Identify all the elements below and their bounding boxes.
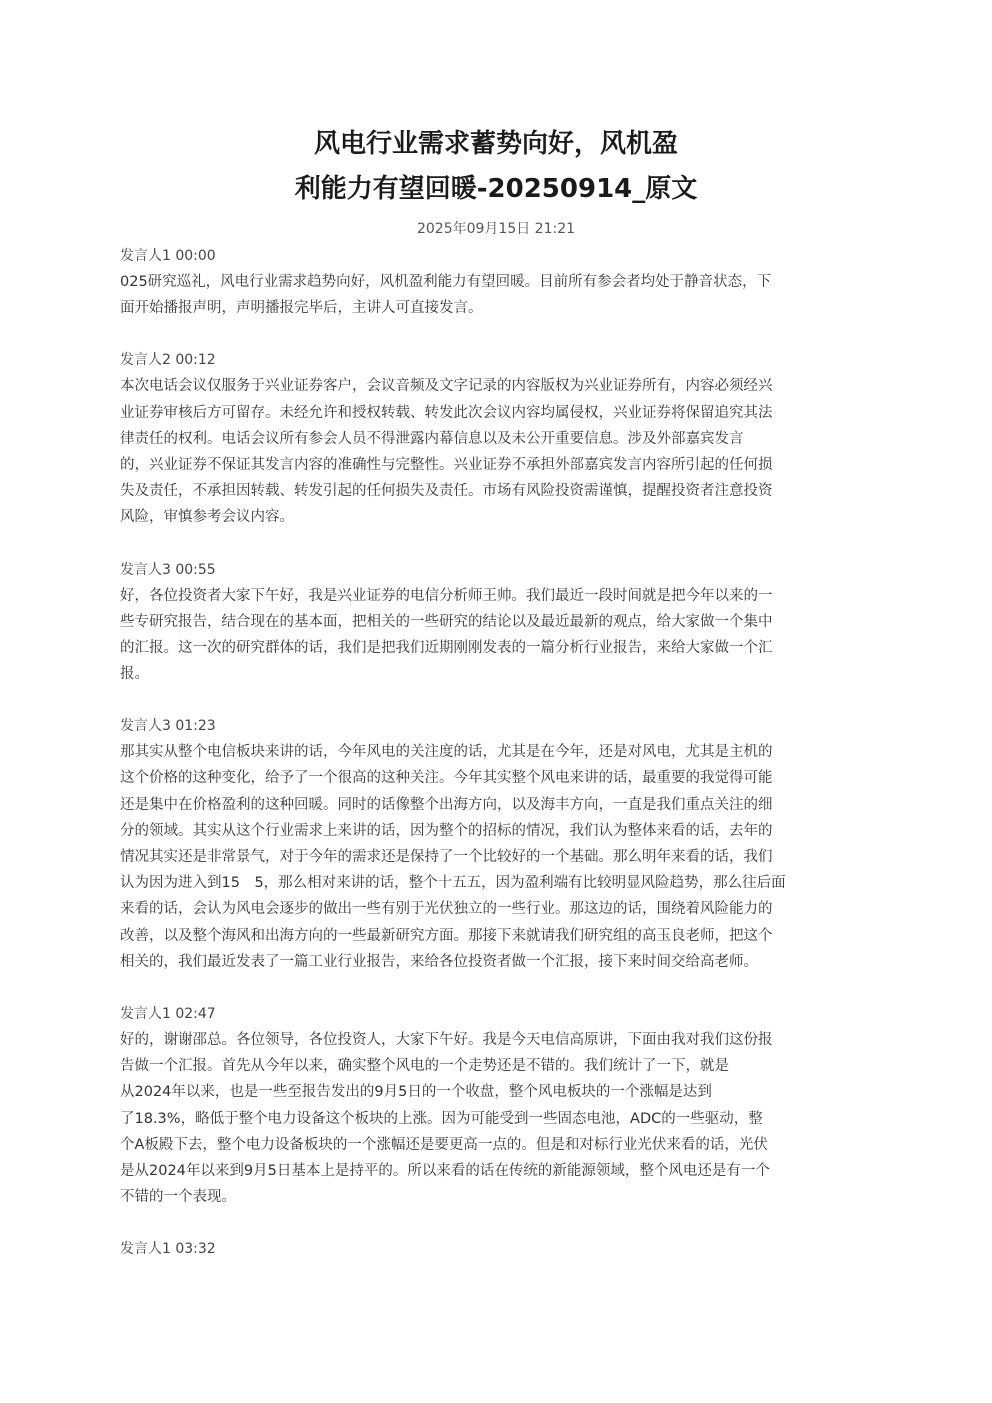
transcript-line: 好的，谢谢邵总。各位领导，各位投资人，大家下午好。我是今天电信高原讲，下面由我对我们这份报 (120, 1031, 773, 1048)
title-line-1: 风电行业需求蓄势向好，风机盈 (313, 129, 678, 159)
speaker-label: 发言人1 02:47 (120, 1005, 216, 1022)
transcript-line: 面开始播报声明，声明播报完毕后，主讲人可直接发言。 (120, 300, 483, 317)
document-date: 2025年09月15日 21:21 (416, 221, 576, 237)
transcript-block (120, 557, 872, 688)
transcript-line: 告做一个汇报。首先从今年以来，确实整个风电的一个走势还是不错的。我们统计了一下，就是 (120, 1058, 729, 1075)
transcript-line: 是从2024年以来到9月5日基本上是持平的。所以来看的话在传统的新能源领域，整个风电还是有一个 (120, 1162, 770, 1179)
transcript-line: 不错的一个表现。 (120, 1189, 236, 1206)
transcript-line: 的汇报。这一次的研究群体的话，我们是把我们近期刚刚发表的一篇分析行业报告，来给大家做一个汇 (120, 639, 773, 656)
transcript-line: 好，各位投资者大家下午好，我是兴业证券的电信分析师王帅。我们最近一段时间就是把今年以来的一 (120, 587, 773, 604)
transcript-line: 分的领域。其实从这个行业需求上来讲的话，因为整个的招标的情况，我们认为整体来看的话，去年的 (120, 822, 773, 839)
transcript-block (120, 713, 872, 975)
speaker-label: 发言人1 03:32 (120, 1241, 216, 1258)
transcript-line: 报。 (120, 666, 149, 683)
transcript-line: 改善，以及整个海风和出海方向的一些最新研究方面。那接下来就请我们研究组的高玉良老师，把这个 (120, 927, 773, 944)
transcript-line: 认为因为进入到15 5，那么相对来讲的话，整个十五五，因为盈利端有比较明显风险趋势，那么往后面 (120, 875, 786, 892)
transcript-line: 这个价格的这种变化，给予了一个很高的这种关注。今年其实整个风电来讲的话，最重要的我觉得可能 (120, 770, 773, 787)
speaker-label: 发言人1 00:00 (120, 248, 216, 264)
transcript-line: 了18.3%，略低于整个电力设备这个板块的上涨。因为可能受到一些固态电池，ADC的一些驱动，整 (120, 1110, 763, 1127)
transcript-line: 还是集中在价格盈利的这种回暖。同时的话像整个出海方向，以及海丰方向，一直是我们重点关注的细 (120, 796, 773, 813)
transcript-line: 风险，审慎参考会议内容。 (120, 509, 294, 526)
transcript-content (120, 243, 872, 1288)
document-title (0, 122, 992, 212)
speaker-label: 发言人3 01:23 (120, 718, 216, 735)
transcript-line: 业证券审核后方可留存。未经允许和授权转载、转发此次会议内容均属侵权，兴业证券将保留追究其法 (120, 404, 773, 421)
title-line-2: 利能力有望回暖-20250914_原文 (294, 174, 698, 204)
transcript-line: 些专研究报告，结合现在的基本面，把相关的一些研究的结论以及最近最新的观点，给大家做一个集中 (120, 613, 773, 630)
transcript-line: 本次电话会议仅服务于兴业证券客户，会议音频及文字记录的内容版权为兴业证券所有，内容必须经兴 (120, 378, 773, 395)
transcript-line: 律责任的权利。电话会议所有参会人员不得泄露内幕信息以及未公开重要信息。涉及外部嘉宾发言 (120, 430, 744, 447)
transcript-line: 情况其实还是非常景气，对于今年的需求还是保持了一个比较好的一个基础。那么明年来看的话，我们 (120, 849, 773, 865)
transcript-line: 失及责任，不承担因转载、转发引起的任何损失及责任。市场有风险投资需谨慎，提醒投资者注意投资 (120, 483, 773, 500)
transcript-block (120, 1001, 872, 1210)
transcript-line: 个A板殿下去，整个电力设备板块的一个涨幅还是要更高一点的。但是和对标行业光伏来看的话，光伏 (120, 1136, 768, 1153)
transcript-line: 025研究巡礼，风电行业需求趋势向好，风机盈利能力有望回暖。目前所有参会者均处于静音状态，下 (120, 274, 772, 290)
transcript-block (120, 347, 872, 530)
transcript-line: 的，兴业证券不保证其发言内容的准确性与完整性。兴业证券不承担外部嘉宾发言内容所引起的任何损 (120, 456, 773, 473)
transcript-block (120, 1236, 872, 1262)
transcript-line: 从2024年以来，也是一些至报告发出的9月5日的一个收盘，整个风电板块的一个涨幅是达到 (120, 1084, 712, 1101)
transcript-block (120, 243, 872, 321)
transcript-line: 来看的话，会认为风电会逐步的做出一些有别于光伏独立的一些行业。那这边的话，围绕着风险能力的 (120, 901, 773, 918)
transcript-line: 那其实从整个电信板块来讲的话，今年风电的关注度的话，尤其是在今年，还是对风电，尤其是主机的 (120, 744, 773, 761)
transcript-line: 相关的，我们最近发表了一篇工业行业报告，来给各位投资者做一个汇报，接下来时间交给高老师。 (120, 953, 758, 970)
speaker-label: 发言人3 00:55 (120, 561, 216, 578)
speaker-label: 发言人2 00:12 (120, 352, 216, 369)
